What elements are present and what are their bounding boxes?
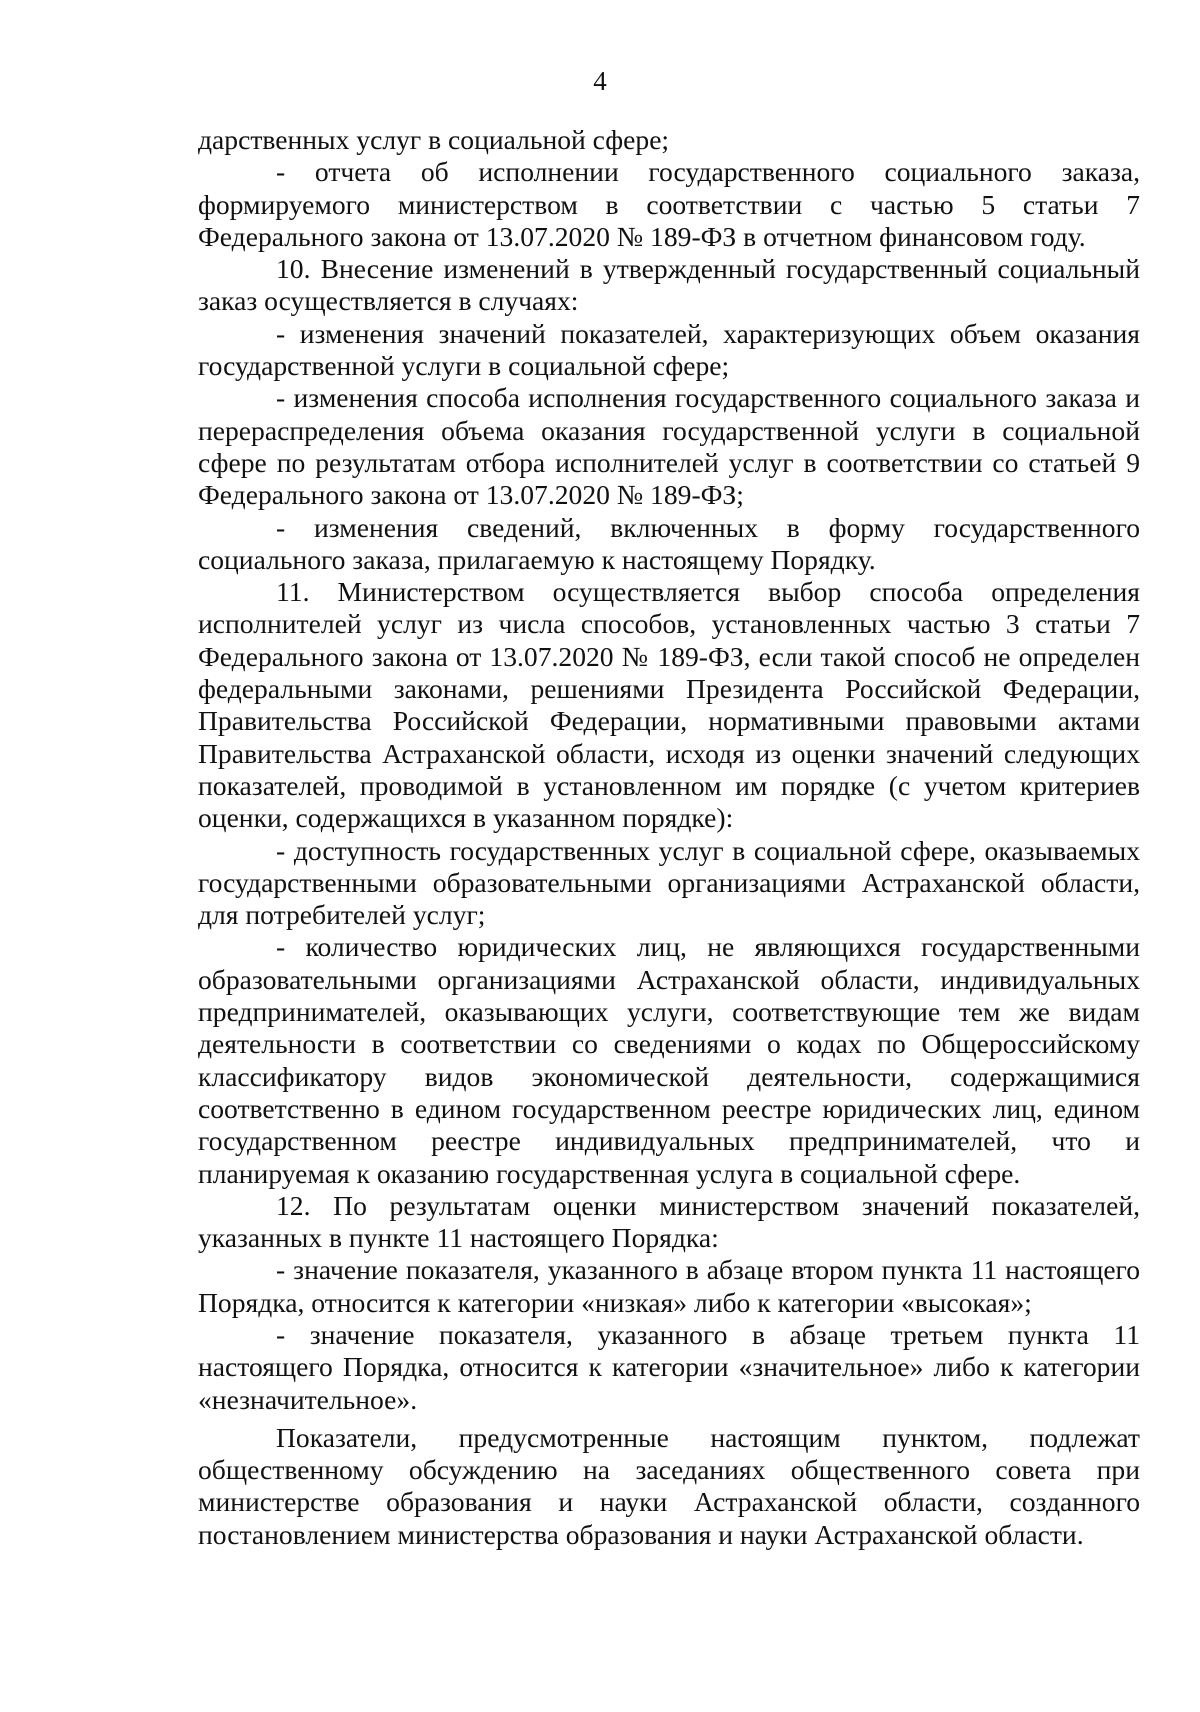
- paragraph-change-method: - изменения способа исполнения государственного социального заказа и перераспределения объема оказания государственной услуги в социальной сфере по результатам отбора исполнителей услуг в соответствии со статьей 9 Федерального закона от 13.07.2020 № 189-ФЗ;: [198, 382, 1140, 511]
- paragraph-entities-count: - количество юридических лиц, не являющихся государственными образовательными организациями Астраханской области, индивидуальных предпринимателей, оказывающих услуги, соответствующие тем же видам деятельности в соответствии со сведениями о кодах по Общероссийскому классификатору видов экономической деятельности, содержащимися соответственно в едином государственном реестре юридических лиц, едином государственном реестре индивидуальных предпринимателей, что и планируемая к оказанию государственная услуга в социальной сфере.: [198, 931, 1140, 1189]
- document-body: [198, 124, 1140, 1551]
- page-number: 4: [593, 66, 607, 96]
- paragraph-category-significant: - значение показателя, указанного в абзаце третьем пункта 11 настоящего Порядка, относится к категории «значительное» либо к категории «незначительное».: [198, 1318, 1140, 1415]
- paragraph-clause-10: 10. Внесение изменений в утвержденный государственный социальный заказ осуществляется в случаях:: [198, 253, 1140, 317]
- paragraph-continuation: дарственных услуг в социальной сфере;: [198, 124, 670, 155]
- paragraph-change-info: - изменения сведений, включенных в форму государственного социального заказа, прилагаемую к настоящему Порядку.: [198, 511, 1140, 575]
- paragraph-clause-11: 11. Министерством осуществляется выбор способа определения исполнителей услуг из числа способов, установленных частью 3 статьи 7 Федерального закона от 13.07.2020 № 189-ФЗ, если такой способ не определен федеральными законами, решениями Президента Российской Федерации, Правительства Российской Федерации, нормативными правовыми актами Правительства Астраханской области, исходя из оценки значений следующих показателей, проводимой в установленном им порядке (с учетом критериев оценки, содержащихся в указанном порядке):: [198, 576, 1140, 834]
- paragraph-category-low-high: - значение показателя, указанного в абзаце втором пункта 11 настоящего Порядка, относится к категории «низкая» либо к категории «высокая»;: [198, 1254, 1140, 1318]
- paragraph-clause-12: 12. По результатам оценки министерством значений показателей, указанных в пункте 11 настоящего Порядка:: [198, 1189, 1140, 1254]
- paragraph-availability: - доступность государственных услуг в социальной сфере, оказываемых государственными образовательными организациями Астраханской области, для потребителей услуг;: [198, 834, 1140, 931]
- paragraph-public-discussion: Показатели, предусмотренные настоящим пунктом, подлежат общественному обсуждению на заседаниях общественного совета при министерстве образования и науки Астраханской области, созданного постановлением министерства образования и науки Астраханской области.: [198, 1421, 1140, 1550]
- paragraph-report-item: - отчета об исполнении государственного социального заказа, формируемого министерством в соответствии с частью 5 статьи 7 Федерального закона от 13.07.2020 № 189-ФЗ в отчетном финансовом году.: [198, 156, 1140, 252]
- paragraph-change-indicators: - изменения значений показателей, характеризующих объем оказания государственной услуги в социальной сфере;: [198, 317, 1140, 382]
